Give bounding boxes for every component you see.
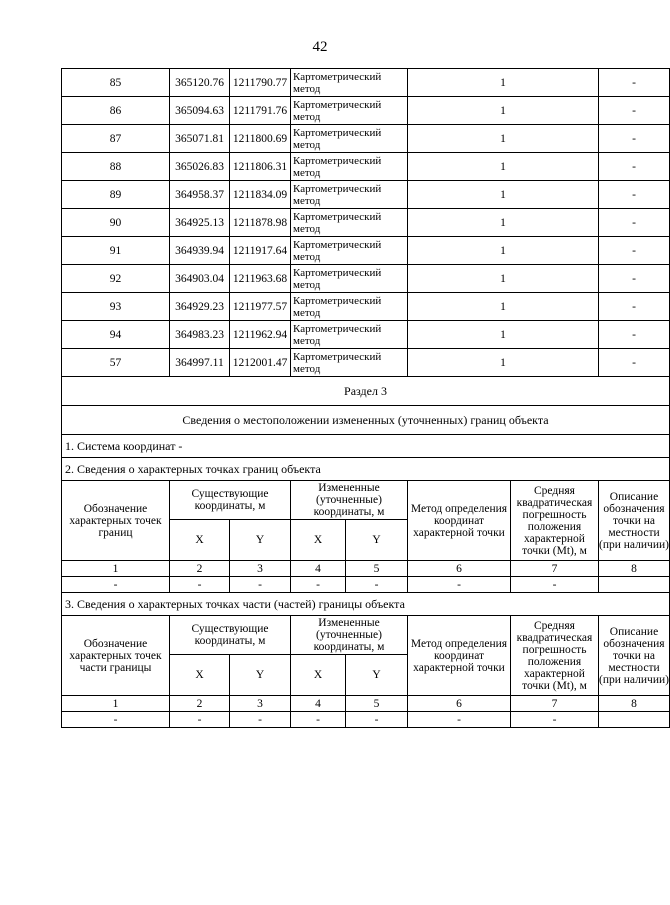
column-numbers-row bbox=[62, 696, 670, 712]
table-row bbox=[62, 349, 670, 377]
header-changed: Измененные (уточненные) координаты, м bbox=[291, 616, 408, 655]
column-numbers-row bbox=[62, 561, 670, 577]
point-accuracy: 1 bbox=[408, 153, 599, 181]
column-number: 7 bbox=[511, 561, 599, 577]
point-y: 1211977.57 bbox=[230, 293, 291, 321]
header-y: Y bbox=[346, 520, 408, 561]
point-y: 1211834.09 bbox=[230, 181, 291, 209]
point-method: Картометрический метод bbox=[291, 209, 408, 237]
header-x: X bbox=[291, 655, 346, 696]
header-y: Y bbox=[346, 655, 408, 696]
point-description: - bbox=[599, 321, 670, 349]
point-y: 1211963.68 bbox=[230, 265, 291, 293]
header-x: X bbox=[170, 655, 230, 696]
column-number: 4 bbox=[291, 561, 346, 577]
empty-cell bbox=[599, 577, 670, 593]
coord-system: 1. Система координат - bbox=[62, 435, 670, 458]
point-accuracy: 1 bbox=[408, 293, 599, 321]
point-x: 365071.81 bbox=[170, 125, 230, 153]
point-description: - bbox=[599, 237, 670, 265]
point-description: - bbox=[599, 125, 670, 153]
point-method: Картометрический метод bbox=[291, 237, 408, 265]
empty-cell: - bbox=[511, 577, 599, 593]
point-accuracy: 1 bbox=[408, 125, 599, 153]
point-x: 364997.11 bbox=[170, 349, 230, 377]
point-y: 1211791.76 bbox=[230, 97, 291, 125]
point-method: Картометрический метод bbox=[291, 181, 408, 209]
point-x: 364903.04 bbox=[170, 265, 230, 293]
table-row bbox=[62, 69, 670, 97]
point-accuracy: 1 bbox=[408, 97, 599, 125]
table-row bbox=[62, 321, 670, 349]
point-number: 91 bbox=[62, 237, 170, 265]
header-existing: Существующие координаты, м bbox=[170, 616, 291, 655]
empty-cell: - bbox=[170, 577, 230, 593]
empty-cell: - bbox=[62, 712, 170, 728]
point-description: - bbox=[599, 153, 670, 181]
header-designation: Обозначение характерных точек границ bbox=[62, 481, 170, 561]
table-row bbox=[62, 209, 670, 237]
section-subtitle: Сведения о местоположении измененных (уточненных) границ объекта bbox=[62, 406, 670, 435]
point-description: - bbox=[599, 349, 670, 377]
point-y: 1211806.31 bbox=[230, 153, 291, 181]
empty-row bbox=[62, 577, 670, 593]
coordinates-table bbox=[61, 68, 670, 728]
point-description: - bbox=[599, 97, 670, 125]
header-designation: Обозначение характерных точек части границы bbox=[62, 616, 170, 696]
point-number: 94 bbox=[62, 321, 170, 349]
empty-cell: - bbox=[291, 577, 346, 593]
empty-cell: - bbox=[511, 712, 599, 728]
point-description: - bbox=[599, 209, 670, 237]
column-number: 8 bbox=[599, 561, 670, 577]
column-number: 4 bbox=[291, 696, 346, 712]
point-number: 89 bbox=[62, 181, 170, 209]
point-method: Картометрический метод bbox=[291, 321, 408, 349]
point-x: 365094.63 bbox=[170, 97, 230, 125]
header-x: X bbox=[170, 520, 230, 561]
header-accuracy: Средняя квадратическая погрешность положения характерной точки (Mt), м bbox=[511, 481, 599, 561]
point-number: 92 bbox=[62, 265, 170, 293]
column-number: 3 bbox=[230, 561, 291, 577]
header-y: Y bbox=[230, 520, 291, 561]
point-x: 364925.13 bbox=[170, 209, 230, 237]
point-accuracy: 1 bbox=[408, 69, 599, 97]
empty-cell bbox=[599, 712, 670, 728]
header-existing: Существующие координаты, м bbox=[170, 481, 291, 520]
point-accuracy: 1 bbox=[408, 265, 599, 293]
header-y: Y bbox=[230, 655, 291, 696]
point-x: 365026.83 bbox=[170, 153, 230, 181]
column-number: 5 bbox=[346, 561, 408, 577]
point-y: 1211917.64 bbox=[230, 237, 291, 265]
point-method: Картометрический метод bbox=[291, 125, 408, 153]
point-y: 1211962.94 bbox=[230, 321, 291, 349]
point-number: 57 bbox=[62, 349, 170, 377]
point-number: 88 bbox=[62, 153, 170, 181]
empty-row bbox=[62, 712, 670, 728]
table-row bbox=[62, 181, 670, 209]
header-method: Метод определения координат характерной точки bbox=[408, 616, 511, 696]
header-accuracy: Средняя квадратическая погрешность положения характерной точки (Mt), м bbox=[511, 616, 599, 696]
point-y: 1211790.77 bbox=[230, 69, 291, 97]
point-number: 85 bbox=[62, 69, 170, 97]
point-x: 364929.23 bbox=[170, 293, 230, 321]
point-method: Картометрический метод bbox=[291, 293, 408, 321]
point-accuracy: 1 bbox=[408, 209, 599, 237]
column-number: 6 bbox=[408, 696, 511, 712]
point-x: 364958.37 bbox=[170, 181, 230, 209]
empty-cell: - bbox=[408, 577, 511, 593]
point-description: - bbox=[599, 181, 670, 209]
point-accuracy: 1 bbox=[408, 181, 599, 209]
point-number: 87 bbox=[62, 125, 170, 153]
point-accuracy: 1 bbox=[408, 321, 599, 349]
point-number: 90 bbox=[62, 209, 170, 237]
point-accuracy: 1 bbox=[408, 237, 599, 265]
empty-cell: - bbox=[230, 577, 291, 593]
header-description: Описание обозначения точки на местности (при наличии) bbox=[599, 616, 670, 696]
table-row bbox=[62, 97, 670, 125]
column-number: 8 bbox=[599, 696, 670, 712]
empty-cell: - bbox=[62, 577, 170, 593]
point-number: 86 bbox=[62, 97, 170, 125]
column-number: 1 bbox=[62, 696, 170, 712]
point-method: Картометрический метод bbox=[291, 97, 408, 125]
point-accuracy: 1 bbox=[408, 349, 599, 377]
table-row bbox=[62, 125, 670, 153]
header-description: Описание обозначения точки на местности (при наличии) bbox=[599, 481, 670, 561]
header-method: Метод определения координат характерной точки bbox=[408, 481, 511, 561]
point-x: 364983.23 bbox=[170, 321, 230, 349]
point-x: 365120.76 bbox=[170, 69, 230, 97]
header-x: X bbox=[291, 520, 346, 561]
column-number: 6 bbox=[408, 561, 511, 577]
point-method: Картометрический метод bbox=[291, 265, 408, 293]
point-description: - bbox=[599, 265, 670, 293]
column-number: 2 bbox=[170, 561, 230, 577]
point-number: 93 bbox=[62, 293, 170, 321]
point-description: - bbox=[599, 69, 670, 97]
point-y: 1211878.98 bbox=[230, 209, 291, 237]
empty-cell: - bbox=[408, 712, 511, 728]
point-method: Картометрический метод bbox=[291, 69, 408, 97]
table-row bbox=[62, 153, 670, 181]
point-method: Картометрический метод bbox=[291, 349, 408, 377]
empty-cell: - bbox=[230, 712, 291, 728]
point-method: Картометрический метод bbox=[291, 153, 408, 181]
empty-cell: - bbox=[346, 712, 408, 728]
part3-title: 3. Сведения о характерных точках части (частей) границы объекта bbox=[62, 593, 670, 616]
table-row bbox=[62, 265, 670, 293]
page-number: 42 bbox=[312, 39, 328, 55]
column-number: 2 bbox=[170, 696, 230, 712]
point-y: 1212001.47 bbox=[230, 349, 291, 377]
column-number: 3 bbox=[230, 696, 291, 712]
table-row bbox=[62, 293, 670, 321]
section-title: Раздел 3 bbox=[62, 377, 670, 406]
point-x: 364939.94 bbox=[170, 237, 230, 265]
header-changed: Измененные (уточненные) координаты, м bbox=[291, 481, 408, 520]
column-number: 5 bbox=[346, 696, 408, 712]
empty-cell: - bbox=[346, 577, 408, 593]
point-description: - bbox=[599, 293, 670, 321]
column-number: 1 bbox=[62, 561, 170, 577]
empty-cell: - bbox=[291, 712, 346, 728]
column-number: 7 bbox=[511, 696, 599, 712]
point-y: 1211800.69 bbox=[230, 125, 291, 153]
table-row bbox=[62, 237, 670, 265]
part2-title: 2. Сведения о характерных точках границ объекта bbox=[62, 458, 670, 481]
empty-cell: - bbox=[170, 712, 230, 728]
